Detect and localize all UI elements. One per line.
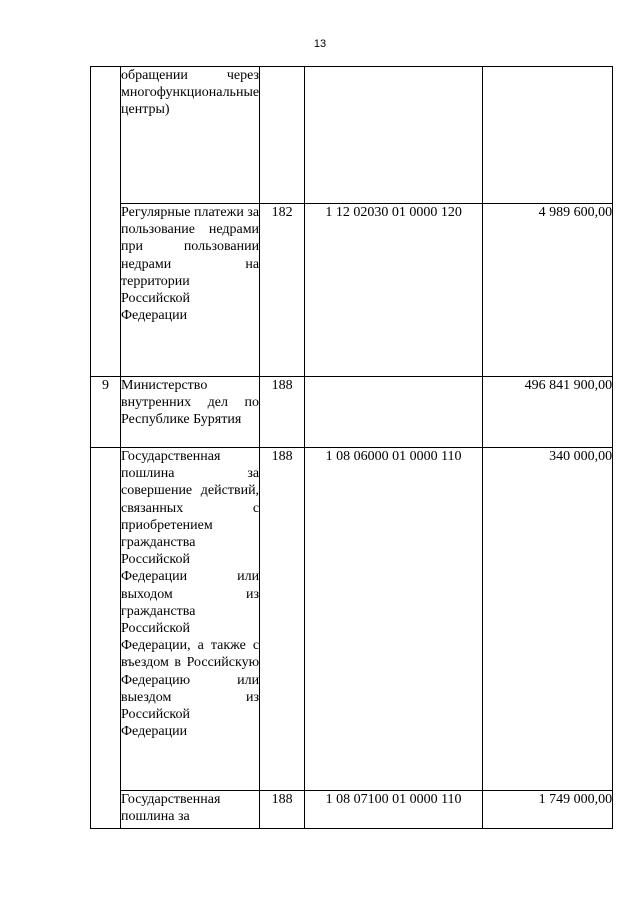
- table-row: [91, 377, 613, 448]
- revenue-name: Министерство внутренних дел по Республике Бурятия: [121, 377, 260, 448]
- revenue-name: Государственная пошлина за совершение действий, связанных с приобретением гражданства Российской Федерации или выходом из гражданства Российской Федерации, а также с въездом в Российскую Федерацию или выездом из Российской Федерации: [121, 448, 260, 791]
- table-row: [91, 448, 613, 791]
- amount: 496 841 900,00: [483, 377, 613, 448]
- admin-code: 188: [260, 791, 305, 829]
- revenue-name: обращении через многофункциональные центры): [121, 67, 260, 204]
- revenue-table: [90, 66, 613, 829]
- kbk-code: 1 08 06000 01 0000 110: [305, 448, 483, 791]
- table-row: [91, 204, 613, 377]
- page-number: 13: [313, 38, 327, 50]
- revenue-name: Регулярные платежи за пользование недрами при пользовании недрами на территории Российской Федерации: [121, 204, 260, 377]
- row-number: [91, 67, 121, 377]
- admin-code: 188: [260, 448, 305, 791]
- amount: 4 989 600,00: [483, 204, 613, 377]
- kbk-code: [305, 377, 483, 448]
- table-row: [91, 791, 613, 829]
- kbk-code: [305, 67, 483, 204]
- admin-code: 182: [260, 204, 305, 377]
- admin-code: [260, 67, 305, 204]
- row-number: 9: [91, 377, 121, 448]
- kbk-code: 1 12 02030 01 0000 120: [305, 204, 483, 377]
- amount: [483, 67, 613, 204]
- row-number: [91, 448, 121, 829]
- kbk-code: 1 08 07100 01 0000 110: [305, 791, 483, 829]
- admin-code: 188: [260, 377, 305, 448]
- amount: 1 749 000,00: [483, 791, 613, 829]
- amount: 340 000,00: [483, 448, 613, 791]
- table-row: [91, 67, 613, 204]
- revenue-name: Государственная пошлина за: [121, 791, 260, 829]
